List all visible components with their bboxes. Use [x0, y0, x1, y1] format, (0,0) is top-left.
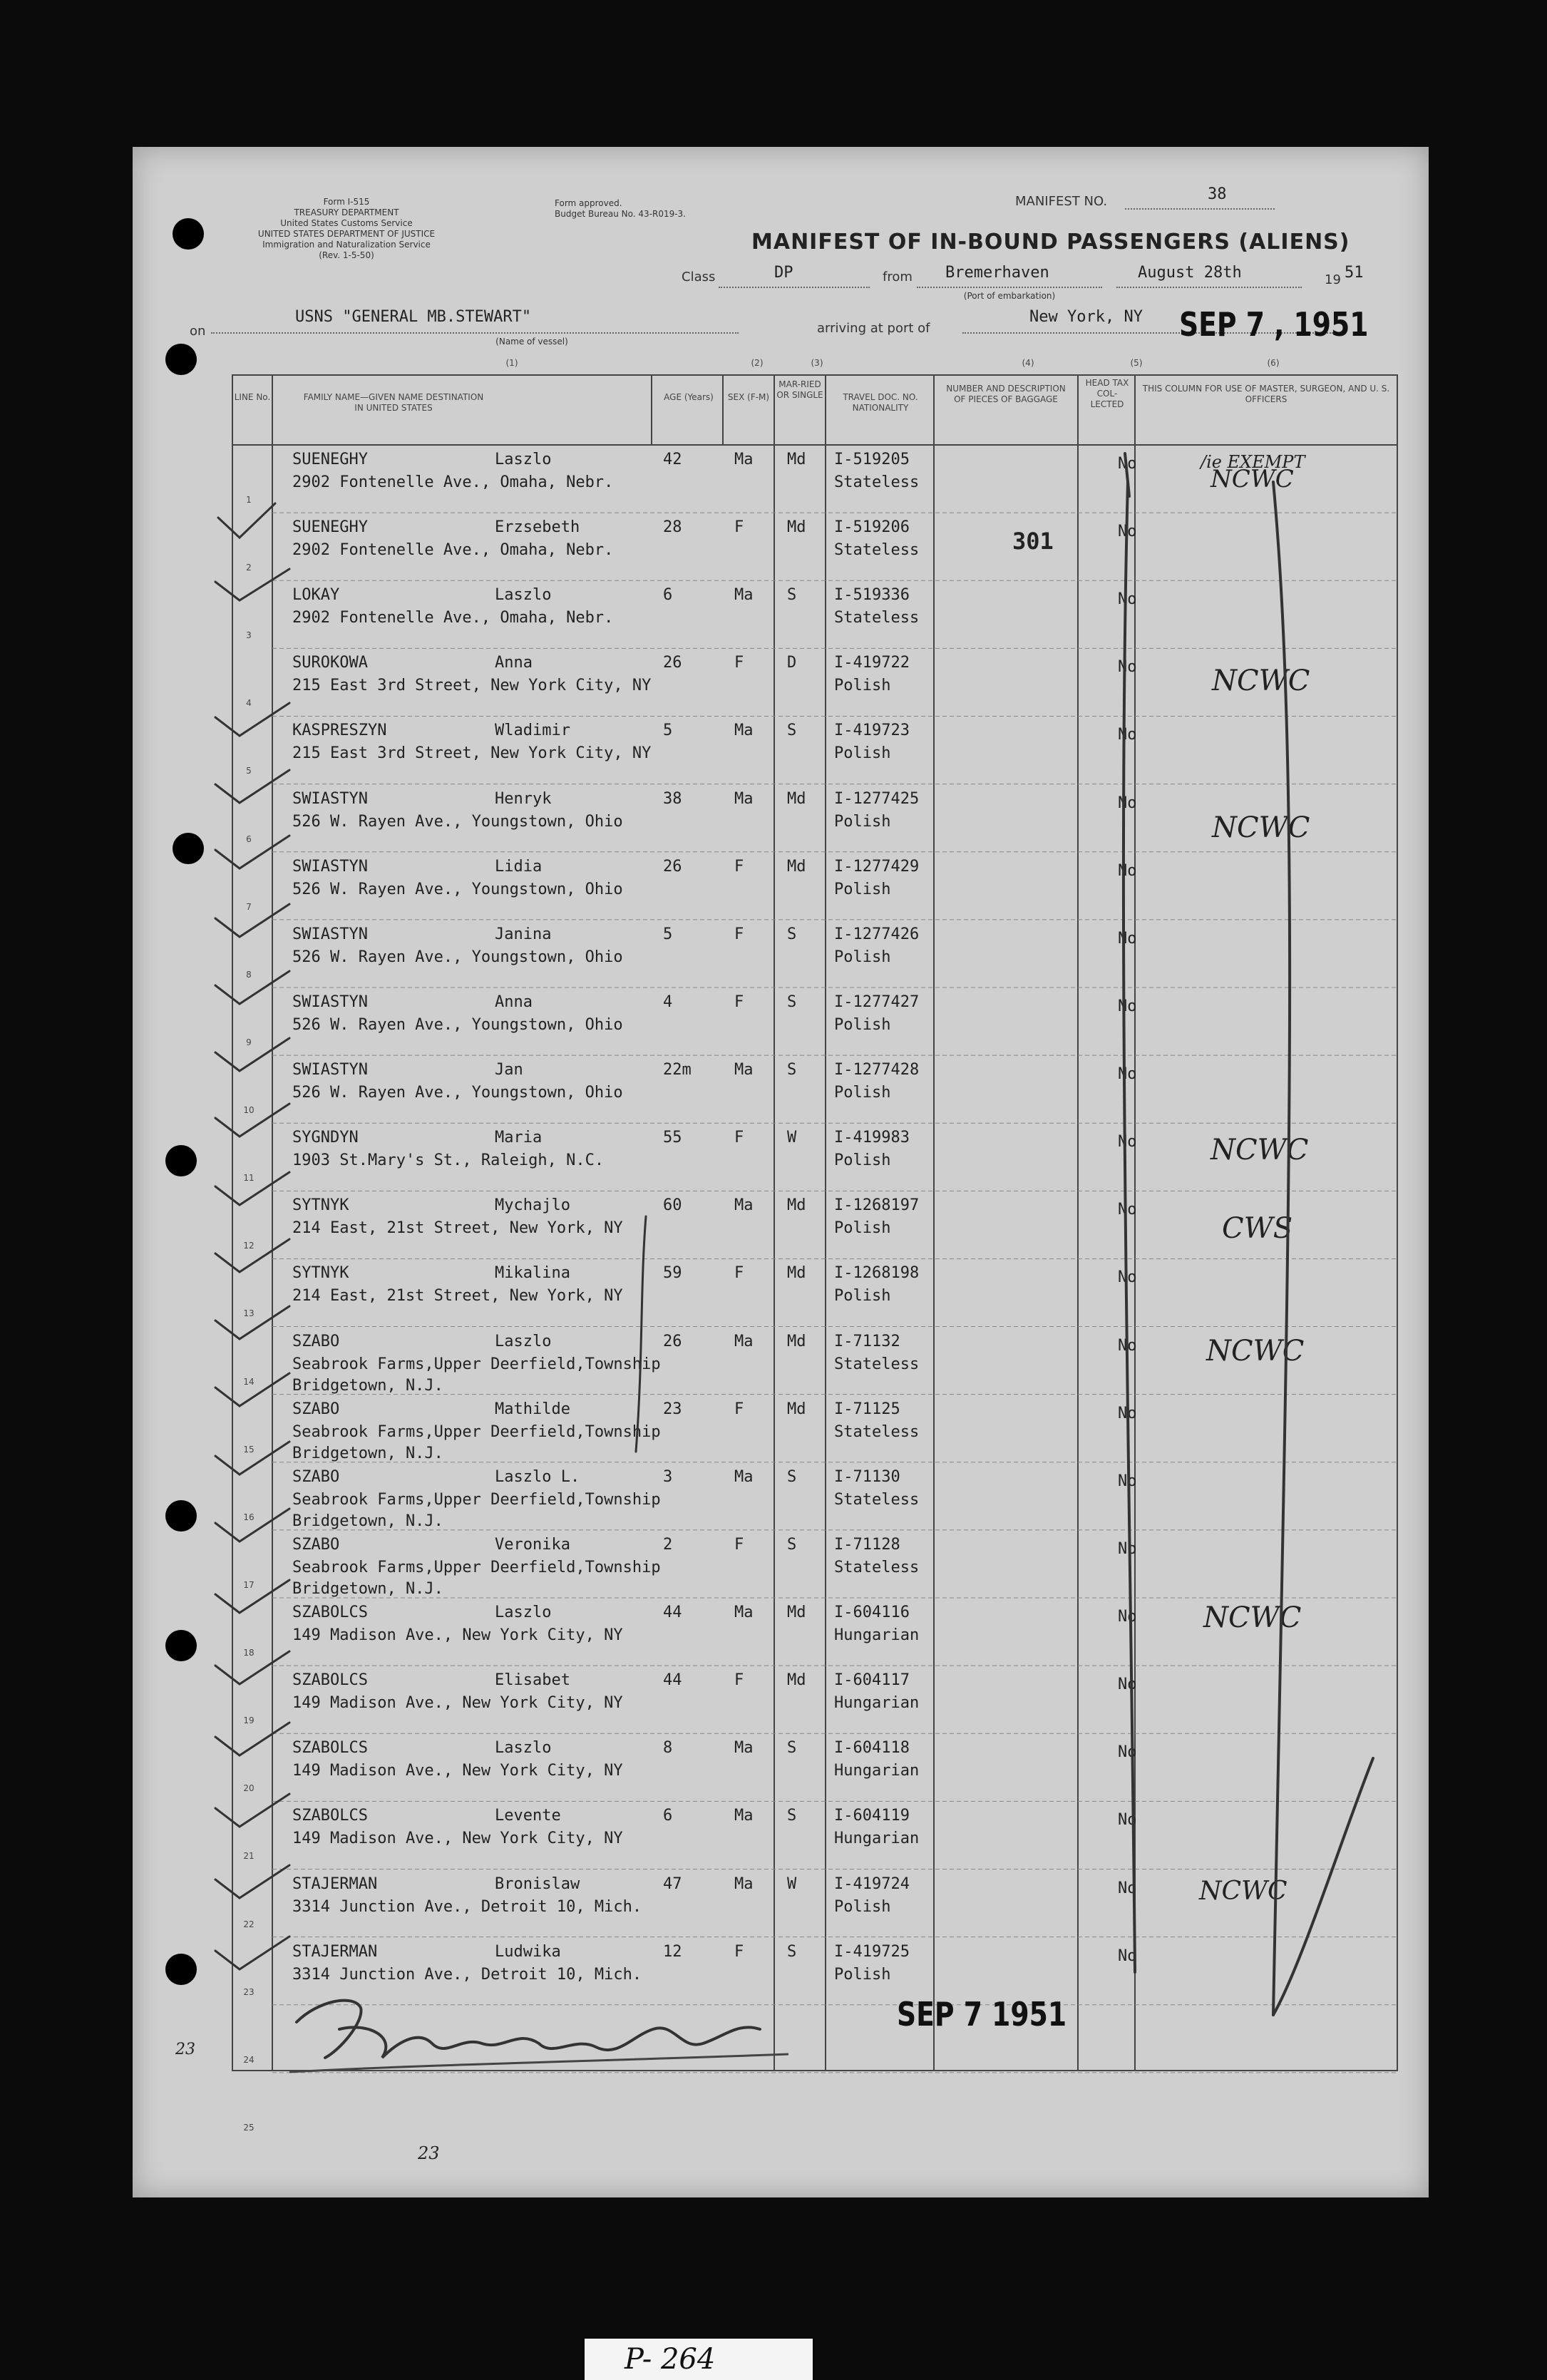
destination-line2: Bridgetown, N.J.: [292, 1376, 443, 1395]
row-line-number: 13: [243, 1308, 255, 1319]
row-line-number: 18: [243, 1648, 255, 1658]
destination: 149 Madison Ave., New York City, NY: [292, 1830, 623, 1848]
year-value: 51: [1345, 264, 1364, 282]
head-tax-collected: No: [1118, 1676, 1137, 1694]
travel-doc-number: I-71132: [834, 1332, 900, 1350]
row-line-number: 21: [243, 1851, 255, 1862]
officer-mark: NCWC: [1206, 1335, 1305, 1368]
row-line-number: 11: [243, 1173, 255, 1184]
passenger-marital-status: Md: [787, 1400, 806, 1418]
passenger-age: 12: [663, 1942, 682, 1961]
passenger-sex: Ma: [734, 1874, 754, 1893]
head-tax-collected: No: [1118, 1133, 1137, 1151]
officer-note-row1: /ie EXEMPT: [1201, 452, 1305, 472]
passenger-surname: SZABO: [292, 1332, 340, 1350]
nationality: Hungarian: [834, 1626, 920, 1645]
destination: 215 East 3rd Street, New York City, NY: [292, 744, 652, 763]
passenger-given-name: Anna: [495, 654, 533, 672]
passenger-age: 55: [663, 1129, 682, 1147]
passenger-marital-status: S: [787, 1739, 797, 1758]
passenger-sex: F: [734, 1400, 744, 1418]
passenger-age: 26: [663, 654, 682, 672]
passenger-marital-status: W: [787, 1874, 797, 1893]
passenger-marital-status: Md: [787, 1196, 806, 1215]
margin-note-bottom: 23: [418, 2143, 440, 2163]
passenger-given-name: Lidia: [495, 857, 543, 876]
destination: 214 East, 21st Street, New York, NY: [292, 1287, 623, 1306]
passenger-surname: STAJERMAN: [292, 1874, 378, 1893]
row-line-number: 10: [243, 1105, 255, 1116]
passenger-marital-status: Md: [787, 1604, 806, 1622]
row-line-number: 16: [243, 1512, 255, 1522]
footer-label: P- 264: [625, 2343, 716, 2376]
passenger-age: 23: [663, 1400, 682, 1418]
nationality: Polish: [834, 1084, 891, 1102]
passenger-surname: SZABOLCS: [292, 1671, 368, 1690]
head-tax-collected: No: [1118, 1879, 1137, 1897]
passenger-age: 44: [663, 1671, 682, 1690]
travel-doc-number: I-519205: [834, 451, 910, 468]
passenger-marital-status: S: [787, 1942, 797, 1961]
row-line-number: 2: [246, 563, 252, 573]
passenger-given-name: Mathilde: [495, 1400, 570, 1418]
passenger-given-name: Janina: [495, 925, 552, 943]
head-tax-collected: No: [1118, 929, 1137, 948]
passenger-given-name: Erzsebeth: [495, 518, 580, 537]
col-line-header: LINE No.: [234, 392, 271, 402]
nationality: Polish: [834, 880, 891, 898]
manifest-page: Form I-515 TREASURY DEPARTMENT United States Customs Service UNITED STATES DEPARTMENT OF JUSTICE Immigration and Naturalization Service (Rev. 1-5-50) Form approved. Budget Bureau No. 43-R019-3. MANIFEST NO. 38 MANIFEST OF IN-BOUND PASSENGERS (ALIENS) Class DP from Bremerhaven (Port of embarkation) August 28th 19 51 on USNS "GENERAL MB.STEWART" (Name of vessel) arriving at port of New York, NY SEP 7 , 1951 (1) (2) (3) (4) (5) (6) LINE No. FAMILY NAME—GIVEN NAME DESTINATION IN UNITED STATES AGE (Years) SEX (F-M) MAR-RIED OR SINGLE TRAVEL DOC. NO. NATIONALITY NUMBER AND DESCRIPTION OF PIECES OF BAGGAGE HEAD TAX COL-LECTED THIS COLUMN FOR USE OF MASTER, SURGEON, AND U. S. OFFICERS 1 SUENEGHY Laszlo 42 Ma Md I-519205 Stateless 2902 Fontenelle Ave., Omaha, Nebr. No 2 SUENEGHY Erzsebeth 28 F Md I-519206 Stateless 2902 Fontenelle Ave., Omaha, Nebr. No 3 LOKAY Laszlo 6 Ma S I-519336 Stateless 2902 Fontenelle Ave., Omaha, Nebr. No 4 SUROKOWA Anna 26 F D I-419722 Polish 215 East 3rd Street, New York City, NY No 5 KASPRESZYN Wladimir 5 Ma S I-419723 Polish 215 East 3rd Street, New York City, NY No 6 SWIASTYN Henryk 38 Ma Md I-1277425 Polish 526 W. Rayen Ave., Youngstown, Ohio No 7 SWIASTYN Lidia 26 F Md I-1277429 Polish 526 W. Rayen Ave., Youngstown, Ohio No 8 SWIASTYN Janina 5 F S I-1277426 Polish 526 W. Rayen Ave., Youngstown, Ohio No 9 SWIASTYN Anna 4 F S I-1277427 Polish 526 W. Rayen Ave., Youngstown, Ohio No 10 SWIASTYN Jan 22m Ma S I-1277428 Polish 526 W. Rayen Ave., Youngstown, Ohio No 11 SYGNDYN Maria 55 F W I-419983 Polish 1903 St.Mary's St., Raleigh, N.C. No 12 SYTNYK Mychajlo 60 Ma Md I-1268197 Polish 214 East, 21st Street, New York, NY No 13 SYTNYK Mikalina 59 F Md I-1268198 Polish 214 East, 21st Street, New York, NY No 14 SZABO Laszlo 26 Ma Md I-71132 Stateless Seabrook Farms,Upper Deerfield,Township Bridgetown, N.J. No 15 SZABO Mathilde 23 F Md I-71125 Stateless Seabrook Farms,Upper Deerfield,Township Bridgetown, N.J. No 16 SZABO Laszlo L. 3 Ma S I-71130 Stateless Seabrook Farms,Upper Deerfield,Township Bridgetown, N.J. No 17 SZABO Veronika 2 F S I-71128 Stateless Seabrook Farms,Upper Deerfield,Township Bridgetown, N.J. No 18 SZABOLCS Laszlo 44 Ma Md I-604116 Hungarian 149 Madison Ave., New York City, NY No 19 SZABOLCS Elisabet 44 F Md I-604117 Hungarian 149 Madison Ave., New York City, NY No 20 SZABOLCS Laszlo 8 Ma S I-604118 Hungarian 149 Madison Ave., New York City, NY No 21 SZABOLCS Levente 6 Ma S I-604119 Hungarian 149 Madison Ave., New York City, NY No 22 STAJERMAN Bronislaw 47 Ma W I-419724 Polish 3314 Junction Ave., Detroit 10, Mich. No 23 STAJERMAN Ludwika 12 F S I-419725 Polish 3314 Junction Ave., Detroit 10, Mich. No 24 25 301 /ie EXEMPT NCWC NCWC NCWC NCWC CWS NCWC NCWC NCWC SEP 7 1951 23 23: [133, 147, 1429, 2197]
passenger-age: 26: [663, 857, 682, 876]
passenger-sex: F: [734, 1129, 744, 1147]
passenger-given-name: Ludwika: [495, 1942, 561, 1961]
passenger-given-name: Mychajlo: [495, 1196, 570, 1215]
passenger-surname: SZABOLCS: [292, 1739, 368, 1758]
passenger-sex: F: [734, 1264, 744, 1283]
passenger-marital-status: Md: [787, 857, 806, 876]
passenger-age: 2: [663, 1535, 673, 1554]
nationality: Stateless: [834, 473, 920, 491]
officer-mark: NCWC: [1212, 811, 1310, 844]
form-info: Form I-515 TREASURY DEPARTMENT United States Customs Service UNITED STATES DEPARTMENT OF JUSTICE Immigration and Naturalization Service (Rev. 1-5-50): [257, 197, 436, 260]
passenger-marital-status: S: [787, 586, 797, 605]
on-label: on: [190, 324, 206, 339]
row-line-number: 9: [246, 1037, 252, 1047]
destination: 526 W. Rayen Ave., Youngstown, Ohio: [292, 948, 623, 966]
head-tax-collected: No: [1118, 1404, 1137, 1422]
nationality: Stateless: [834, 541, 920, 560]
passenger-sex: Ma: [734, 1332, 754, 1350]
baggage-count: 301: [1012, 528, 1054, 555]
passenger-given-name: Mikalina: [495, 1264, 570, 1283]
destination: 2902 Fontenelle Ave., Omaha, Nebr.: [292, 541, 614, 560]
officer-mark: NCWC: [1211, 1134, 1309, 1166]
destination: Seabrook Farms,Upper Deerfield,Township: [292, 1558, 661, 1576]
head-tax-collected: No: [1118, 1743, 1137, 1762]
travel-doc-number: I-419723: [834, 722, 910, 740]
passenger-marital-status: Md: [787, 1332, 806, 1350]
head-tax-collected: No: [1118, 455, 1137, 473]
nationality: Hungarian: [834, 1830, 920, 1848]
destination: 526 W. Rayen Ave., Youngstown, Ohio: [292, 880, 623, 898]
row-line-number: 22: [243, 1919, 255, 1929]
bottom-date-stamp: SEP 7 1951: [897, 1995, 1067, 2033]
punch-hole: [165, 1145, 197, 1176]
row-line-number: 20: [243, 1783, 255, 1794]
passenger-sex: Ma: [734, 1604, 754, 1622]
passenger-sex: Ma: [734, 1061, 754, 1079]
col-sex-header: SEX (F-M): [727, 392, 770, 402]
destination: 526 W. Rayen Ave., Youngstown, Ohio: [292, 1015, 623, 1034]
passenger-age: 28: [663, 518, 682, 537]
punch-hole: [165, 1630, 197, 1661]
travel-doc-number: I-1268197: [834, 1196, 920, 1215]
passenger-marital-status: Md: [787, 789, 806, 808]
travel-doc-number: I-419724: [834, 1874, 910, 1893]
destination: 2902 Fontenelle Ave., Omaha, Nebr.: [292, 473, 614, 491]
passenger-sex: Ma: [734, 586, 754, 605]
passenger-given-name: Veronika: [495, 1535, 570, 1554]
officer-mark: NCWC: [1203, 1601, 1302, 1634]
passenger-age: 8: [663, 1739, 673, 1758]
passenger-marital-status: S: [787, 925, 797, 943]
row-line-number: 24: [243, 2054, 255, 2065]
destination: 149 Madison Ave., New York City, NY: [292, 1762, 623, 1780]
punch-hole: [165, 1500, 197, 1532]
col-officers-header: THIS COLUMN FOR USE OF MASTER, SURGEON, AND U. S. OFFICERS: [1142, 384, 1390, 404]
head-tax-collected: No: [1118, 1811, 1137, 1830]
passenger-given-name: Elisabet: [495, 1671, 570, 1690]
passenger-sex: Ma: [734, 1807, 754, 1825]
passenger-sex: F: [734, 1942, 744, 1961]
passenger-age: 26: [663, 1332, 682, 1350]
passenger-surname: SYTNYK: [292, 1196, 349, 1215]
passenger-sex: Ma: [734, 1196, 754, 1215]
passenger-given-name: Anna: [495, 992, 533, 1011]
travel-doc-number: I-1277425: [834, 789, 920, 808]
destination: 3314 Junction Ave., Detroit 10, Mich.: [292, 1897, 642, 1916]
passenger-surname: SWIASTYN: [292, 1061, 368, 1079]
passenger-surname: SUENEGHY: [292, 518, 368, 537]
travel-doc-number: I-1277427: [834, 992, 920, 1011]
punch-hole: [165, 344, 197, 375]
destination-line2: Bridgetown, N.J.: [292, 1444, 443, 1462]
destination: 1903 St.Mary's St., Raleigh, N.C.: [292, 1151, 605, 1170]
passenger-surname: SWIASTYN: [292, 992, 368, 1011]
passenger-surname: SZABOLCS: [292, 1604, 368, 1622]
passenger-given-name: Laszlo L.: [495, 1467, 580, 1486]
travel-doc-number: I-1277429: [834, 857, 920, 876]
head-tax-collected: No: [1118, 1608, 1137, 1626]
head-tax-collected: No: [1118, 523, 1137, 541]
passenger-surname: SZABO: [292, 1467, 340, 1486]
year-prefix: 19: [1325, 272, 1341, 287]
nationality: Stateless: [834, 1490, 920, 1509]
nationality: Polish: [834, 1965, 891, 1984]
nationality: Polish: [834, 1219, 891, 1238]
passenger-surname: STAJERMAN: [292, 1942, 378, 1961]
passenger-given-name: Levente: [495, 1807, 561, 1825]
form-approval: Form approved. Budget Bureau No. 43-R019-3.: [555, 198, 686, 219]
travel-doc-number: I-604116: [834, 1604, 910, 1622]
head-tax-collected: No: [1118, 590, 1137, 609]
arriving-label: arriving at port of: [817, 321, 930, 336]
row-line-number: 19: [243, 1715, 255, 1726]
head-tax-collected: No: [1118, 1336, 1137, 1355]
row-line-number: 3: [246, 630, 252, 641]
passenger-given-name: Laszlo: [495, 1332, 552, 1350]
passenger-given-name: Maria: [495, 1129, 543, 1147]
head-tax-collected: No: [1118, 1946, 1137, 1965]
passenger-age: 42: [663, 451, 682, 468]
destination: Seabrook Farms,Upper Deerfield,Township: [292, 1355, 661, 1373]
row-line-number: 4: [246, 698, 252, 709]
destination: 149 Madison Ave., New York City, NY: [292, 1694, 623, 1713]
destination: 215 East 3rd Street, New York City, NY: [292, 677, 652, 695]
passenger-age: 6: [663, 586, 673, 605]
vessel-caption: (Name of vessel): [495, 337, 568, 347]
passenger-age: 47: [663, 1874, 682, 1893]
passenger-surname: SUROKOWA: [292, 654, 368, 672]
passenger-marital-status: W: [787, 1129, 797, 1147]
travel-doc-number: I-71125: [834, 1400, 900, 1418]
head-tax-collected: No: [1118, 1539, 1137, 1558]
passenger-sex: F: [734, 518, 744, 537]
passenger-surname: SUENEGHY: [292, 451, 368, 468]
row-line-number: 14: [243, 1376, 255, 1387]
passenger-surname: SWIASTYN: [292, 925, 368, 943]
passenger-sex: Ma: [734, 789, 754, 808]
passenger-surname: SZABO: [292, 1535, 340, 1554]
row-line-number: 8: [246, 969, 252, 980]
col-headtax-header: HEAD TAX COL-LECTED: [1085, 378, 1129, 409]
row-line-number: 17: [243, 1579, 255, 1590]
head-tax-collected: No: [1118, 1065, 1137, 1084]
from-label: from: [883, 270, 913, 284]
punch-hole: [173, 218, 204, 250]
passenger-surname: LOKAY: [292, 586, 340, 605]
passenger-age: 3: [663, 1467, 673, 1486]
passenger-age: 5: [663, 722, 673, 740]
travel-doc-number: I-71128: [834, 1535, 900, 1554]
manifest-no: 38: [1208, 185, 1227, 203]
nationality: Polish: [834, 744, 891, 763]
manifest-no-label: MANIFEST NO.: [1015, 194, 1108, 209]
travel-doc-number: I-604117: [834, 1671, 910, 1690]
nationality: Polish: [834, 1151, 891, 1170]
destination-line2: Bridgetown, N.J.: [292, 1512, 443, 1530]
passenger-marital-status: S: [787, 722, 797, 740]
passenger-age: 5: [663, 925, 673, 943]
destination: 526 W. Rayen Ave., Youngstown, Ohio: [292, 1084, 623, 1102]
col-name-header: FAMILY NAME—GIVEN NAME DESTINATION IN UNITED STATES: [303, 392, 484, 413]
punch-hole: [165, 1954, 197, 1985]
passenger-age: 22m: [663, 1061, 692, 1079]
passenger-given-name: Laszlo: [495, 1739, 552, 1758]
head-tax-collected: No: [1118, 861, 1137, 880]
port-value: New York, NY: [1029, 308, 1143, 326]
passenger-marital-status: Md: [787, 518, 806, 537]
destination: 214 East, 21st Street, New York, NY: [292, 1219, 623, 1238]
travel-doc-number: I-1277426: [834, 925, 920, 943]
passenger-age: 4: [663, 992, 673, 1011]
passenger-surname: SYTNYK: [292, 1264, 349, 1283]
passenger-given-name: Laszlo: [495, 586, 552, 605]
nationality: Polish: [834, 948, 891, 966]
officer-mark: CWS: [1222, 1212, 1293, 1245]
passenger-surname: KASPRESZYN: [292, 722, 387, 740]
nationality: Hungarian: [834, 1694, 920, 1713]
passenger-marital-status: S: [787, 1535, 797, 1554]
col-age-header: AGE (Years): [664, 392, 714, 402]
head-tax-collected: No: [1118, 726, 1137, 744]
destination: 149 Madison Ave., New York City, NY: [292, 1626, 623, 1645]
passenger-marital-status: S: [787, 992, 797, 1011]
row-line-number: 15: [243, 1444, 255, 1455]
passenger-marital-status: D: [787, 654, 797, 672]
passenger-marital-status: S: [787, 1467, 797, 1486]
row-line-number: 12: [243, 1241, 255, 1251]
passenger-age: 44: [663, 1604, 682, 1622]
row-line-number: 25: [243, 2122, 255, 2133]
passenger-sex: Ma: [734, 451, 754, 468]
travel-doc-number: I-419725: [834, 1942, 910, 1961]
passenger-surname: SWIASTYN: [292, 857, 368, 876]
col-married-header: MAR-RIED OR SINGLE: [776, 379, 823, 400]
destination: Seabrook Farms,Upper Deerfield,Township: [292, 1490, 661, 1509]
page-title: MANIFEST OF IN-BOUND PASSENGERS (ALIENS): [751, 230, 1350, 255]
passenger-given-name: Laszlo: [495, 1604, 552, 1622]
head-tax-collected: No: [1118, 1268, 1137, 1287]
travel-doc-number: I-604118: [834, 1739, 910, 1758]
nationality: Stateless: [834, 609, 920, 627]
passenger-given-name: Henryk: [495, 789, 552, 808]
travel-doc-number: I-419722: [834, 654, 910, 672]
travel-doc-number: I-1277428: [834, 1061, 920, 1079]
port-embark-caption: (Port of embarkation): [963, 291, 1056, 301]
nationality: Stateless: [834, 1558, 920, 1576]
passenger-age: 59: [663, 1264, 682, 1283]
officer-mark: NCWC: [1212, 665, 1310, 697]
travel-doc-number: I-419983: [834, 1129, 910, 1147]
passenger-marital-status: Md: [787, 1671, 806, 1690]
officer-mark: NCWC: [1211, 465, 1294, 493]
footer-label-box: [585, 2339, 813, 2380]
travel-doc-number: I-519336: [834, 586, 910, 605]
passenger-sex: F: [734, 1671, 744, 1690]
passenger-age: 38: [663, 789, 682, 808]
travel-doc-number: I-71130: [834, 1467, 900, 1486]
nationality: Stateless: [834, 1355, 920, 1373]
head-tax-collected: No: [1118, 1472, 1137, 1490]
passenger-given-name: Wladimir: [495, 722, 570, 740]
date-value: August 28th: [1138, 264, 1242, 282]
col-baggage-header: NUMBER AND DESCRIPTION OF PIECES OF BAGGAGE: [946, 384, 1066, 404]
row-line-number: 5: [246, 766, 252, 776]
col-travel-header: TRAVEL DOC. NO. NATIONALITY: [843, 392, 918, 413]
passenger-sex: F: [734, 654, 744, 672]
head-tax-collected: No: [1118, 658, 1137, 677]
nationality: Polish: [834, 812, 891, 831]
passenger-marital-status: Md: [787, 451, 806, 468]
passenger-surname: SYGNDYN: [292, 1129, 359, 1147]
officer-signature: [275, 1979, 803, 2086]
destination-line2: Bridgetown, N.J.: [292, 1579, 443, 1598]
passenger-marital-status: S: [787, 1807, 797, 1825]
passenger-age: 60: [663, 1196, 682, 1215]
vessel-name: USNS "GENERAL MB.STEWART": [295, 308, 532, 326]
row-line-number: 6: [246, 833, 252, 844]
class-value: DP: [774, 264, 793, 282]
passenger-marital-status: S: [787, 1061, 797, 1079]
nationality: Polish: [834, 1897, 891, 1916]
destination: 526 W. Rayen Ave., Youngstown, Ohio: [292, 812, 623, 831]
passenger-sex: F: [734, 857, 744, 876]
destination: Seabrook Farms,Upper Deerfield,Township: [292, 1422, 661, 1441]
destination: 2902 Fontenelle Ave., Omaha, Nebr.: [292, 609, 614, 627]
officer-mark: NCWC: [1199, 1877, 1288, 1906]
row-line-number: 7: [246, 901, 252, 912]
passenger-surname: SZABOLCS: [292, 1807, 368, 1825]
passenger-sex: Ma: [734, 1739, 754, 1758]
row-line-number: 23: [243, 1986, 255, 1997]
head-tax-collected: No: [1118, 1201, 1137, 1219]
travel-doc-number: I-1268198: [834, 1264, 920, 1283]
travel-doc-number: I-519206: [834, 518, 910, 537]
passenger-sex: Ma: [734, 722, 754, 740]
nationality: Polish: [834, 677, 891, 695]
passenger-sex: F: [734, 925, 744, 943]
passenger-given-name: Bronislaw: [495, 1874, 580, 1893]
destination: 3314 Junction Ave., Detroit 10, Mich.: [292, 1965, 642, 1984]
row-line-number: 1: [246, 495, 252, 505]
nationality: Polish: [834, 1287, 891, 1306]
passenger-sex: F: [734, 1535, 744, 1554]
passenger-sex: Ma: [734, 1467, 754, 1486]
passenger-age: 6: [663, 1807, 673, 1825]
nationality: Stateless: [834, 1422, 920, 1441]
head-tax-collected: No: [1118, 997, 1137, 1015]
travel-doc-number: I-604119: [834, 1807, 910, 1825]
passenger-surname: SWIASTYN: [292, 789, 368, 808]
passenger-marital-status: Md: [787, 1264, 806, 1283]
passenger-given-name: Jan: [495, 1061, 523, 1079]
punch-hole: [173, 833, 204, 864]
nationality: Hungarian: [834, 1762, 920, 1780]
head-tax-collected: No: [1118, 794, 1137, 812]
arrival-date-stamp: SEP 7 , 1951: [1179, 305, 1369, 344]
class-label: Class: [682, 270, 716, 284]
passenger-surname: SZABO: [292, 1400, 340, 1418]
passenger-given-name: Laszlo: [495, 451, 552, 468]
from-value: Bremerhaven: [945, 264, 1049, 282]
nationality: Polish: [834, 1015, 891, 1034]
passenger-sex: F: [734, 992, 744, 1011]
margin-note-left: 23: [175, 2041, 195, 2058]
